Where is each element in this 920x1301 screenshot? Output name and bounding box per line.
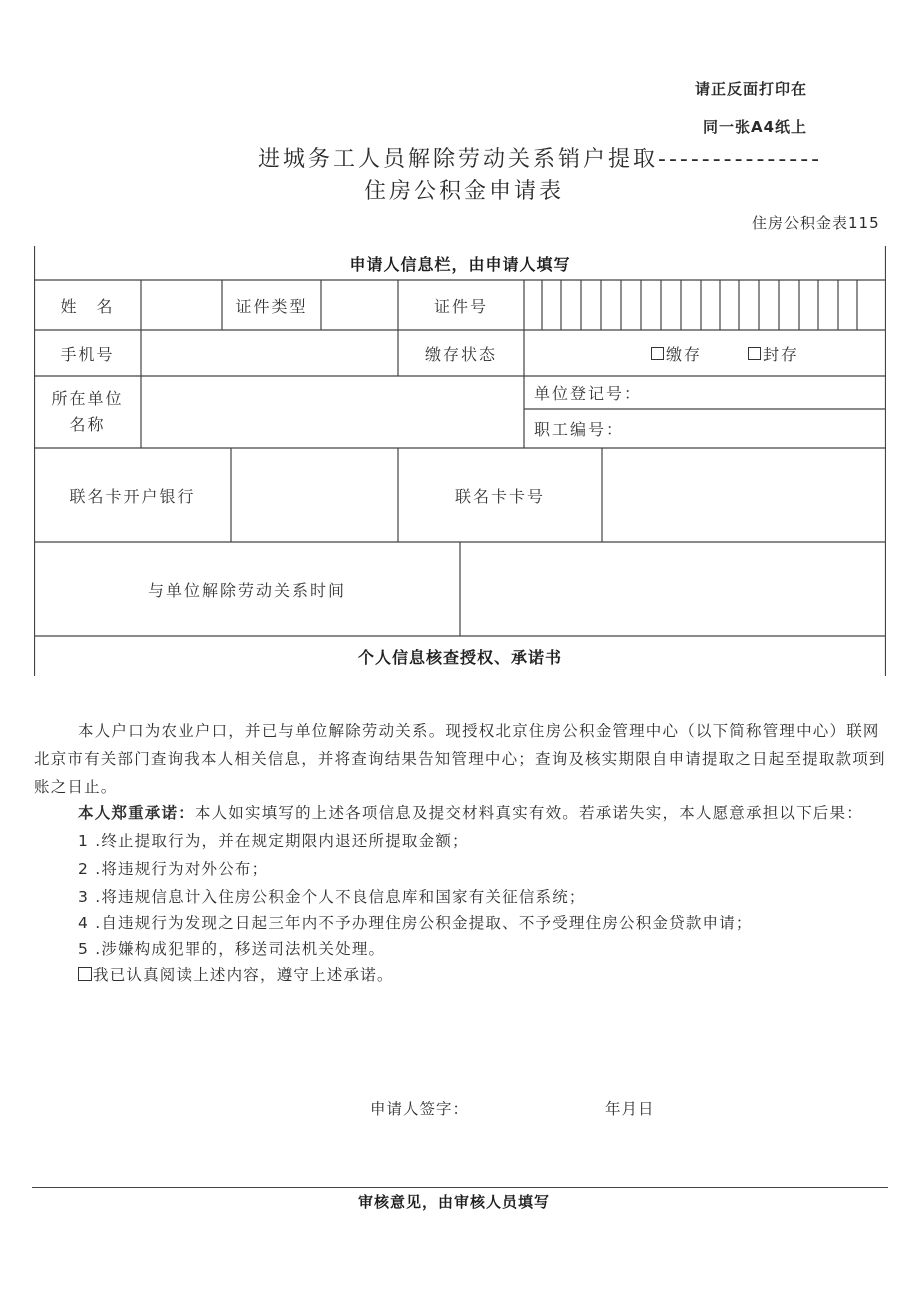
payment-option-active-label: 缴存 — [665, 344, 702, 364]
applicant-form-table — [34, 246, 886, 676]
pledge-line — [78, 801, 863, 823]
form-title-line1: 进城务工人员解除劳动关系销户提取--------------- — [258, 147, 823, 172]
pledge-lead: 本人郑重承诺： — [78, 804, 195, 822]
pledge-text: 本人如实填写的上述各项信息及提交材料真实有效。若承诺失实，本人愿意承担以下后果： — [194, 804, 863, 822]
employer-reg-label[interactable]: 单位登记号： — [534, 384, 643, 403]
employer-label-line1: 所在单位 — [51, 389, 124, 408]
payment-option-sealed[interactable] — [748, 342, 799, 365]
pledge-item-2: 2 .将违规行为对外公布； — [78, 860, 269, 878]
applicant-sign-label: 申请人签字： — [370, 1100, 470, 1118]
print-note-line2: 同一张A4纸上 — [703, 118, 808, 136]
form-code: 住房公积金表115 — [752, 214, 880, 232]
payment-option-active[interactable] — [651, 342, 702, 365]
id-number-label: 证件号 — [433, 296, 488, 316]
confirm-text: 我已认真阅读上述内容，遵守上述承诺。 — [93, 966, 394, 984]
id-number-field[interactable] — [524, 280, 886, 330]
pledge-item-3: 3 .将违规信息计入住房公积金个人不良信息库和国家有关征信系统； — [78, 888, 586, 906]
termination-time-label: 与单位解除劳动关系时间 — [147, 580, 346, 600]
termination-time-field[interactable] — [460, 542, 886, 636]
payment-option-sealed-label: 封存 — [763, 344, 800, 364]
authorization-paragraph: 本人户口为农业户口，并已与单位解除劳动关系。现授权北京住房公积金管理中心（以下简称管理中心）联网北京市有关部门查询我本人相关信息，并将查询结果告知管理中心；查询及核实期限自申请提取之日起至提取款项到账之日止。 — [34, 722, 886, 796]
applicant-section-heading: 申请人信息栏，由申请人填写 — [349, 254, 571, 274]
pledge-item-4: 4 .自违规行为发现之日起三年内不予办理住房公积金提取、不予受理住房公积金贷款申请； — [78, 914, 753, 932]
checkbox-icon[interactable] — [651, 347, 664, 360]
card-number-field[interactable] — [602, 448, 886, 542]
review-heading: 审核意见，由审核人员填写 — [358, 1193, 551, 1211]
employee-no-label[interactable]: 职工编号： — [534, 420, 625, 439]
card-number-label: 联名卡卡号 — [454, 486, 545, 506]
authorization-heading: 个人信息核查授权、承诺书 — [357, 647, 562, 667]
name-label: 姓 名 — [60, 296, 115, 316]
pledge-item-1: 1 .终止提取行为，并在规定期限内退还所提取金额； — [78, 832, 469, 850]
confirm-line — [78, 963, 394, 985]
phone-label: 手机号 — [60, 344, 115, 364]
payment-status-options — [524, 330, 886, 376]
review-divider — [32, 1187, 888, 1188]
phone-field[interactable] — [141, 330, 398, 376]
name-field[interactable] — [141, 280, 222, 330]
employer-label — [34, 376, 141, 448]
employer-label-line2: 名称 — [69, 415, 106, 434]
payment-status-label: 缴存状态 — [424, 344, 497, 364]
id-type-field[interactable] — [321, 280, 398, 330]
checkbox-icon[interactable] — [748, 347, 761, 360]
sign-date-label: 年月日 — [605, 1100, 655, 1118]
form-title-line2: 住房公积金申请表 — [364, 179, 565, 204]
bank-field[interactable] — [231, 448, 398, 542]
print-note-line1: 请正反面打印在 — [695, 80, 808, 98]
confirm-checkbox-icon[interactable] — [78, 967, 92, 981]
pledge-item-5: 5 .涉嫌构成犯罪的，移送司法机关处理。 — [78, 940, 386, 958]
id-type-label: 证件类型 — [235, 296, 308, 316]
bank-label: 联名卡开户银行 — [69, 486, 196, 506]
employer-field[interactable] — [141, 376, 524, 448]
